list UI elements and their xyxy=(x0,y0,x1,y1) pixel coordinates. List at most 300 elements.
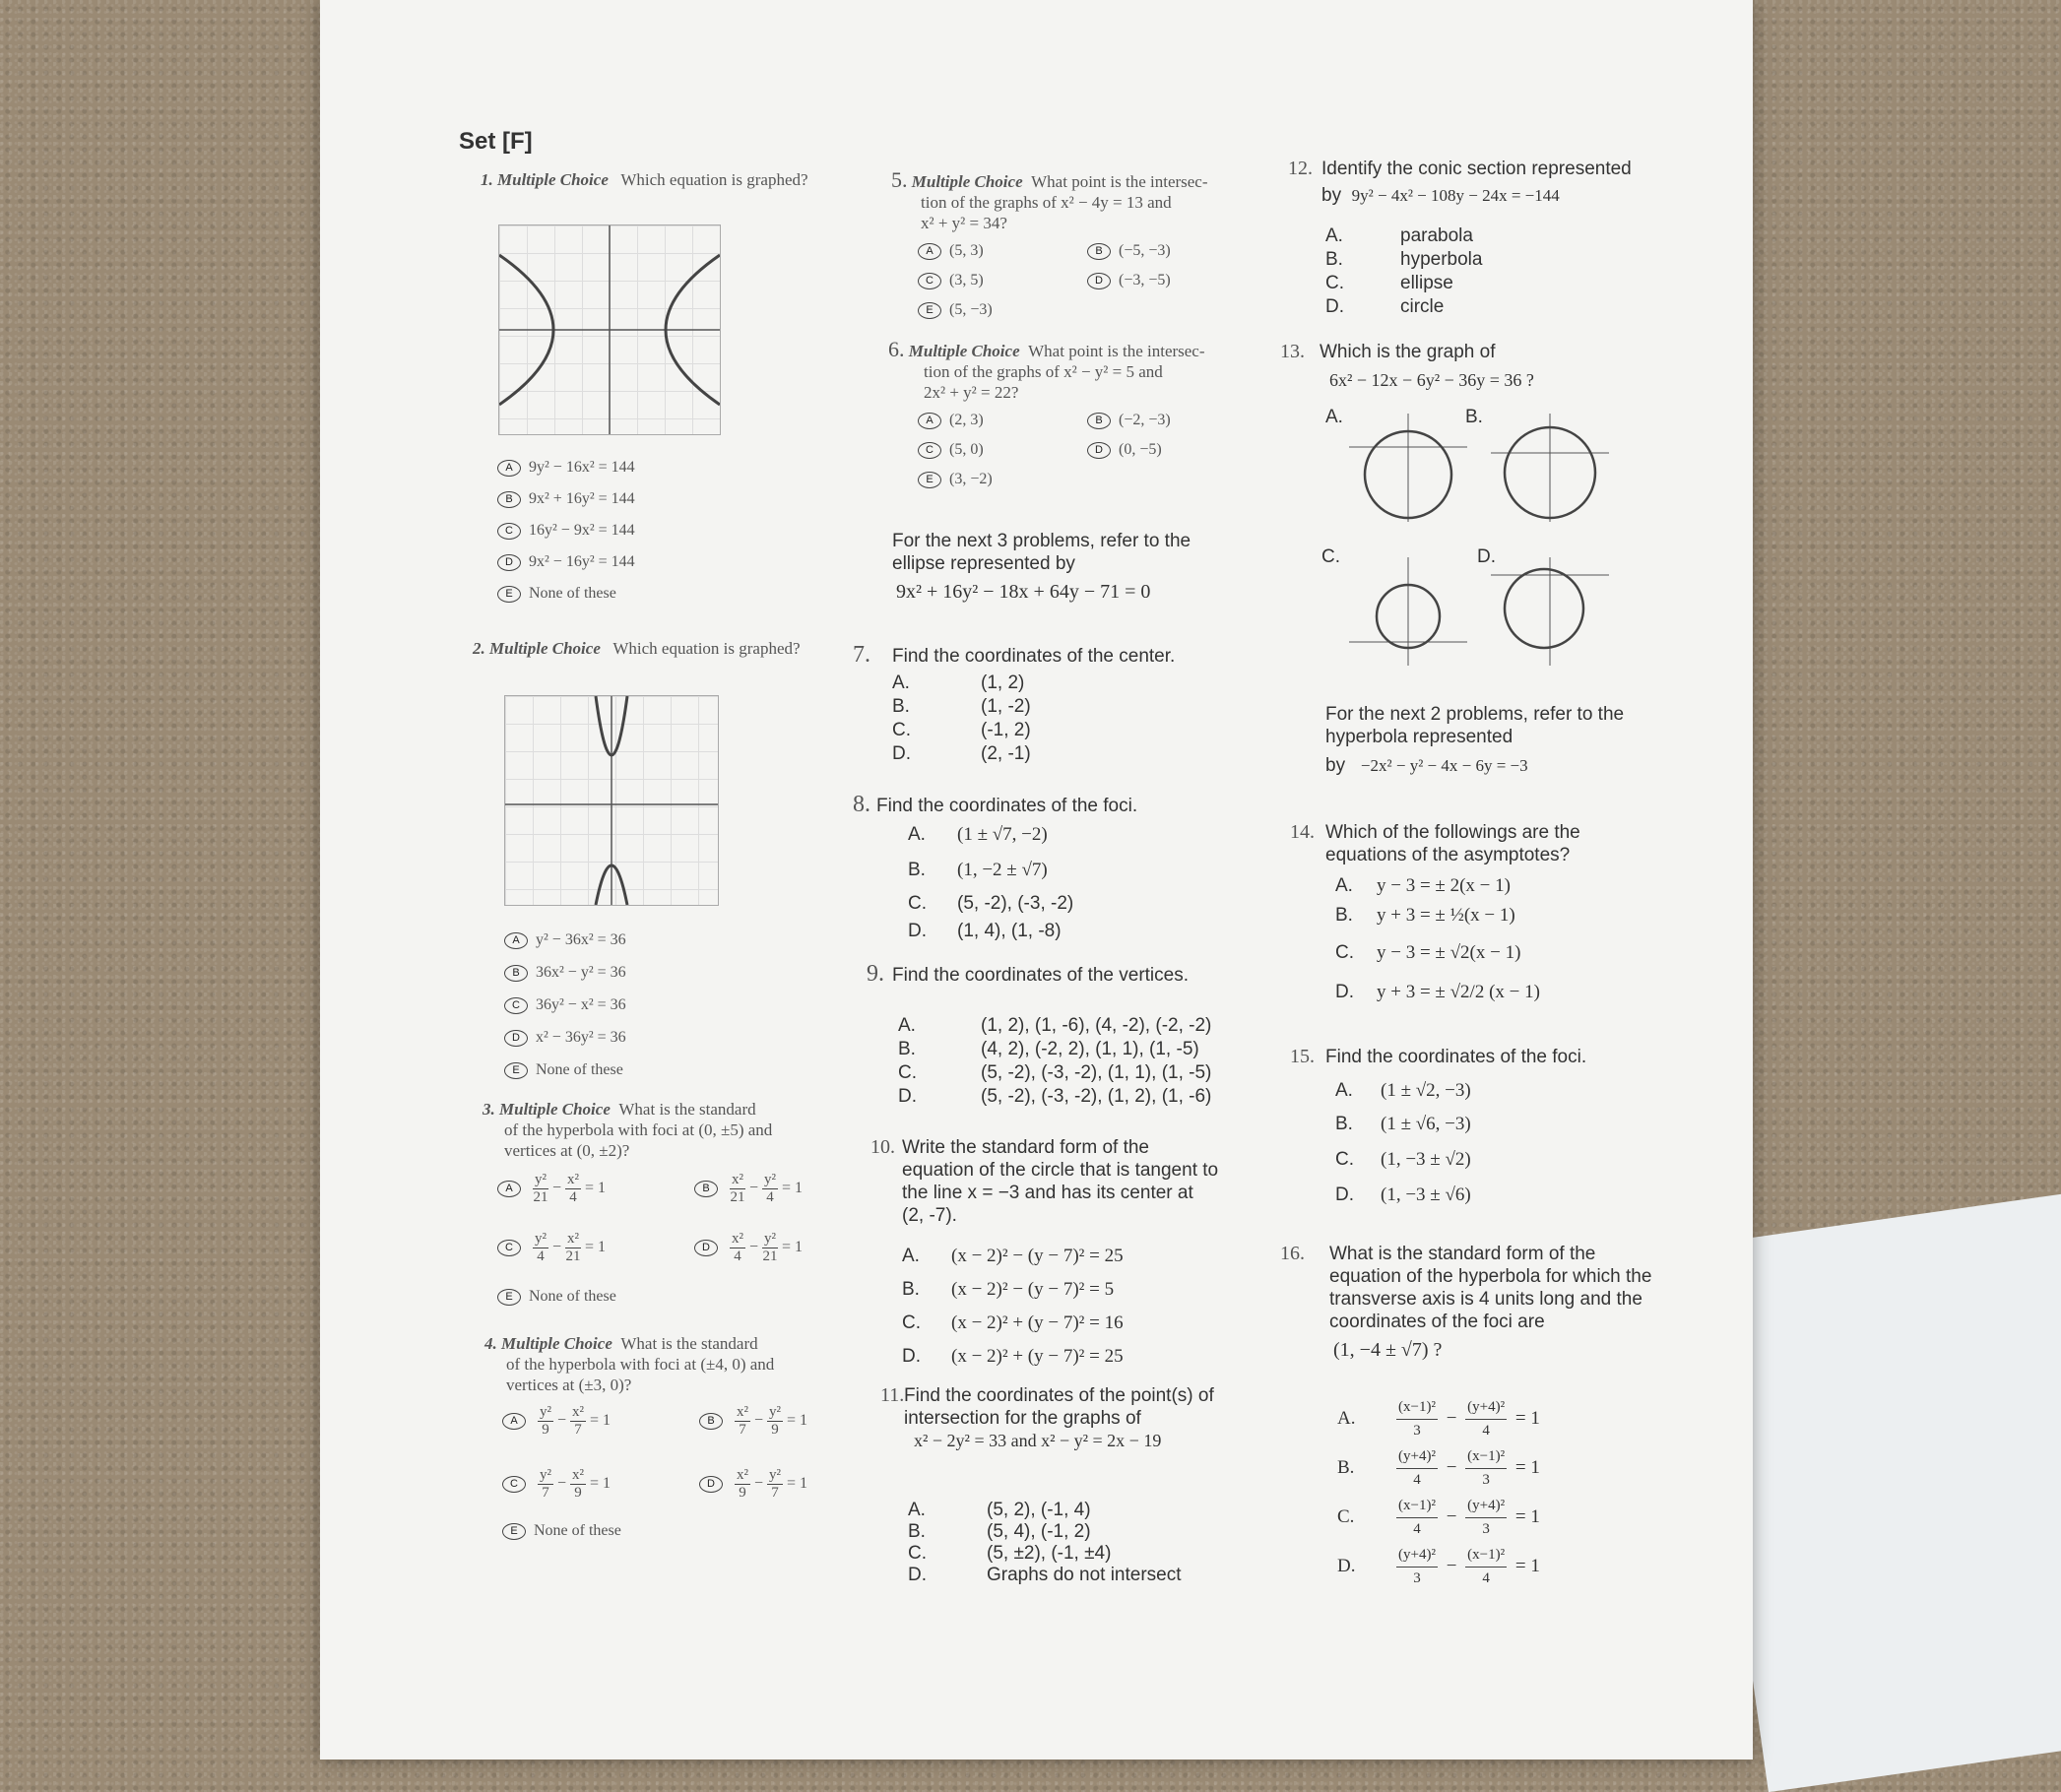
q6-prompt-a: What point is the intersec- xyxy=(1028,342,1205,360)
q5-option-a[interactable] xyxy=(918,242,984,260)
q16-header xyxy=(1280,1243,1694,1362)
q3-bubble-b[interactable]: B xyxy=(694,1181,718,1197)
q11-letter-c: C. xyxy=(908,1543,927,1564)
q2-option-b-text: 36x² − y² = 36 xyxy=(536,964,626,981)
q15-header xyxy=(1290,1046,1586,1068)
q7-option-c-text: (-1, 2) xyxy=(981,720,1031,740)
q3-a-num2: x² xyxy=(567,1172,580,1187)
q11-header xyxy=(880,1384,1294,1452)
q11-option-c[interactable] xyxy=(908,1542,1111,1565)
q4-b-num2: y² xyxy=(769,1404,782,1420)
q8-header xyxy=(853,794,1137,817)
q7-option-b[interactable] xyxy=(892,695,1031,718)
q6-label: Multiple Choice xyxy=(908,342,1020,360)
q5-option-e[interactable] xyxy=(918,301,993,319)
q4-bubble-d[interactable]: D xyxy=(699,1476,723,1493)
q14-option-a[interactable] xyxy=(1335,874,1511,897)
q15-letter-c: C. xyxy=(1335,1149,1354,1170)
q16-letter-b: B. xyxy=(1337,1456,1355,1478)
q8-number: 8. xyxy=(853,792,870,817)
q4-b-op: − xyxy=(754,1412,764,1430)
q2-prompt: Which equation is graphed? xyxy=(612,639,801,658)
q2-option-a-text: y² − 36x² = 36 xyxy=(536,931,626,948)
q16-c-d2: 3 xyxy=(1482,1521,1490,1537)
q10-option-a[interactable] xyxy=(902,1245,1124,1267)
q1-header xyxy=(481,169,815,190)
q4-prompt-c: vertices at (±3, 0)? xyxy=(506,1376,632,1394)
q13-graph-b xyxy=(1491,414,1609,522)
q11-option-a[interactable] xyxy=(908,1499,1091,1521)
q11-line2: intersection for the graphs of xyxy=(904,1408,1141,1429)
q3-b-num1: x² xyxy=(732,1172,743,1187)
q6-bubble-c[interactable]: C xyxy=(918,442,941,459)
q15-letter-a: A. xyxy=(1335,1080,1353,1101)
q1-bubble-b[interactable]: B xyxy=(497,491,521,508)
q16-line1: What is the standard form of the xyxy=(1329,1244,1596,1264)
q3-b-den2: 4 xyxy=(766,1189,774,1205)
q16-line4: coordinates of the foci are xyxy=(1329,1312,1545,1332)
q16-a-n1: (x−1)² xyxy=(1396,1396,1438,1420)
q5-prompt-a: What point is the intersec- xyxy=(1031,172,1208,191)
q3-option-c[interactable] xyxy=(497,1231,606,1265)
q15-letter-d: D. xyxy=(1335,1184,1354,1205)
q9-option-b[interactable] xyxy=(898,1038,1199,1060)
q12-option-b[interactable] xyxy=(1325,248,1482,271)
ellipse-intro xyxy=(892,530,1306,604)
q14-option-a-text: y − 3 = ± 2(x − 1) xyxy=(1377,875,1511,896)
q16-b-n2: (x−1)² xyxy=(1465,1445,1507,1469)
q10-letter-a: A. xyxy=(902,1246,920,1266)
q13-header xyxy=(1280,341,1694,392)
q6-bubble-e[interactable]: E xyxy=(918,472,941,488)
q5-label: Multiple Choice xyxy=(911,172,1023,191)
q3-c-op: − xyxy=(552,1239,562,1256)
q1-bubble-e[interactable]: E xyxy=(497,586,521,603)
q8-option-d[interactable] xyxy=(908,920,1062,942)
q1-option-e-text: None of these xyxy=(529,585,616,602)
q3-bubble-a[interactable]: A xyxy=(497,1181,521,1197)
q3-a-rhs: = 1 xyxy=(585,1180,607,1197)
q4-option-c[interactable] xyxy=(502,1467,611,1502)
q10-line4: (2, -7). xyxy=(902,1205,957,1226)
q4-label: 4. Multiple Choice xyxy=(484,1334,612,1353)
q2-option-a[interactable] xyxy=(504,931,626,949)
q6-option-d-text: (0, −5) xyxy=(1119,441,1162,458)
q14-option-d-text: y + 3 = ± √2/2 (x − 1) xyxy=(1377,982,1540,1002)
hyperbola-intro-by: by xyxy=(1325,755,1346,776)
q2-option-b[interactable] xyxy=(504,964,626,982)
q4-c-op: − xyxy=(557,1475,567,1493)
q16-c-n2: (y+4)² xyxy=(1465,1495,1507,1518)
q3-bubble-e[interactable]: E xyxy=(497,1289,521,1306)
q9-letter-a: A. xyxy=(898,1015,916,1036)
q12-line1: Identify the conic section represented xyxy=(1321,159,1632,179)
q12-by: by xyxy=(1321,185,1342,206)
q9-letter-c: C. xyxy=(898,1062,917,1083)
q4-d-op: − xyxy=(754,1475,764,1493)
q5-bubble-a[interactable]: A xyxy=(918,243,941,260)
q15-letter-b: B. xyxy=(1335,1114,1353,1134)
q10-number: 10. xyxy=(870,1136,895,1158)
q13-label-b[interactable]: B. xyxy=(1465,407,1483,427)
q8-option-c-text: (5, -2), (-3, -2) xyxy=(957,893,1074,914)
q1-option-b[interactable] xyxy=(497,490,635,508)
q7-header xyxy=(853,644,1175,668)
q7-letter-c: C. xyxy=(892,720,911,740)
q1-option-b-text: 9x² + 16y² = 144 xyxy=(529,490,635,507)
q2-bubble-b[interactable]: B xyxy=(504,965,528,982)
q10-letter-d: D. xyxy=(902,1346,921,1367)
q4-d-rhs: = 1 xyxy=(787,1475,808,1493)
q4-a-den1: 9 xyxy=(542,1422,549,1438)
q3-header xyxy=(483,1099,857,1161)
q7-option-a-text: (1, 2) xyxy=(981,672,1025,693)
q5-option-e-text: (5, −3) xyxy=(949,301,993,318)
q2-option-c-text: 36y² − x² = 36 xyxy=(536,996,626,1013)
q12-option-b-text: hyperbola xyxy=(1400,249,1483,270)
q4-d-den1: 9 xyxy=(739,1485,746,1501)
q12-number: 12. xyxy=(1288,158,1313,179)
q6-option-a-text: (2, 3) xyxy=(949,412,984,428)
q12-option-c[interactable] xyxy=(1325,272,1453,294)
q12-option-a[interactable] xyxy=(1325,224,1473,247)
q5-option-c-text: (3, 5) xyxy=(949,272,984,288)
q5-prompt-b: tion of the graphs of x² − 4y = 13 and xyxy=(921,193,1172,212)
hyperbola-intro-line1: For the next 2 problems, refer to the xyxy=(1325,704,1625,725)
q4-c-den1: 7 xyxy=(542,1485,549,1501)
q3-c-den2: 21 xyxy=(565,1248,581,1264)
q3-c-den1: 4 xyxy=(537,1248,545,1264)
q1-option-a[interactable] xyxy=(497,459,635,477)
q16-b-n1: (y+4)² xyxy=(1396,1445,1438,1469)
q15-option-d[interactable] xyxy=(1335,1184,1471,1206)
q12-option-a-text: parabola xyxy=(1400,225,1473,246)
q16-c-d1: 4 xyxy=(1413,1521,1421,1537)
q8-letter-a: A. xyxy=(908,824,926,845)
q16-option-c[interactable]: C. $\frac{\text{(x−1)²}}{4}$ − $\frac{\text{(y+4)²}}{3}$ = 1 xyxy=(1337,1495,1540,1541)
q4-option-a[interactable] xyxy=(502,1404,611,1439)
q5-number: 5. xyxy=(891,167,908,192)
q16-option-d[interactable]: D. $\frac{\text{(y+4)²}}{3}$ − $\frac{\text{(x−1)²}}{4}$ = 1 xyxy=(1337,1544,1540,1590)
q5-option-d[interactable] xyxy=(1087,272,1171,289)
q14-letter-c: C. xyxy=(1335,942,1354,963)
q4-c-num1: y² xyxy=(540,1467,551,1483)
q9-number: 9. xyxy=(867,961,884,987)
q12-letter-c: C. xyxy=(1325,273,1344,293)
q14-line2: equations of the asymptotes? xyxy=(1325,845,1571,865)
q10-option-b[interactable] xyxy=(902,1278,1114,1301)
q5-option-b[interactable] xyxy=(1087,242,1171,260)
q5-option-a-text: (5, 3) xyxy=(949,242,984,259)
q14-option-c[interactable] xyxy=(1335,941,1520,964)
q13-equation: 6x² − 12x − 6y² − 36y = 36 ? xyxy=(1329,370,1534,390)
q6-option-b-text: (−2, −3) xyxy=(1119,412,1171,428)
q8-option-b[interactable] xyxy=(908,859,1048,881)
q2-option-c[interactable] xyxy=(504,996,626,1014)
q4-b-rhs: = 1 xyxy=(787,1412,808,1430)
q15-option-b[interactable] xyxy=(1335,1113,1471,1135)
q4-a-den2: 7 xyxy=(574,1422,582,1438)
q6-option-d[interactable] xyxy=(1087,441,1162,459)
q4-header xyxy=(484,1333,859,1395)
q6-prompt-c: 2x² + y² = 22? xyxy=(924,383,1019,402)
q2-hyperbola-plot xyxy=(505,696,718,905)
q16-option-a[interactable]: A. $\frac{\text{(x−1)²}}{3}$ − $\frac{\text{(y+4)²}}{4}$ = 1 xyxy=(1337,1396,1540,1442)
q13-label-a[interactable]: A. xyxy=(1325,407,1343,427)
q3-option-b[interactable] xyxy=(694,1172,803,1206)
q13-label-d[interactable]: D. xyxy=(1477,546,1496,567)
q2-option-d-text: x² − 36y² = 36 xyxy=(536,1029,626,1046)
q14-option-d[interactable] xyxy=(1335,981,1540,1003)
q16-letter-c: C. xyxy=(1337,1505,1355,1527)
q3-option-e-text: None of these xyxy=(529,1288,616,1305)
q14-letter-a: A. xyxy=(1335,875,1353,896)
q3-bubble-c[interactable]: C xyxy=(497,1240,521,1256)
q10-line1: Write the standard form of the xyxy=(902,1137,1149,1158)
q1-hyperbola-plot xyxy=(499,225,720,434)
q6-option-e-text: (3, −2) xyxy=(949,471,993,487)
q13-graph-c xyxy=(1349,557,1467,666)
q3-a-num1: y² xyxy=(535,1172,547,1187)
q3-d-rhs: = 1 xyxy=(782,1239,804,1256)
q3-c-rhs: = 1 xyxy=(585,1239,607,1256)
q6-bubble-d[interactable]: D xyxy=(1087,442,1111,459)
q7-prompt: Find the coordinates of the center. xyxy=(892,646,1176,667)
q6-bubble-a[interactable]: A xyxy=(918,413,941,429)
q7-option-c[interactable] xyxy=(892,719,1031,741)
q13-graph-d xyxy=(1491,557,1609,666)
q4-a-rhs: = 1 xyxy=(590,1412,612,1430)
q16-d-n1: (y+4)² xyxy=(1396,1544,1438,1568)
q9-option-a[interactable] xyxy=(898,1014,1211,1037)
q16-a-rhs: = 1 xyxy=(1514,1407,1540,1429)
q14-option-b-text: y + 3 = ± ½(x − 1) xyxy=(1377,905,1515,926)
q16-b-d1: 4 xyxy=(1413,1472,1421,1488)
q3-a-op: − xyxy=(552,1180,562,1197)
q7-option-d-text: (2, -1) xyxy=(981,743,1031,764)
q1-option-c-text: 16y² − 9x² = 144 xyxy=(529,522,635,539)
q15-prompt: Find the coordinates of the foci. xyxy=(1325,1047,1587,1067)
q13-number: 13. xyxy=(1280,341,1305,362)
q3-c-num2: x² xyxy=(567,1231,580,1247)
q4-prompt-b: of the hyperbola with foci at (±4, 0) and xyxy=(506,1355,775,1374)
q1-option-c[interactable] xyxy=(497,522,635,540)
q16-a-n2: (y+4)² xyxy=(1465,1396,1507,1420)
q4-bubble-e[interactable]: E xyxy=(502,1523,526,1540)
q3-prompt-c: vertices at (0, ±2)? xyxy=(504,1141,630,1160)
q9-prompt: Find the coordinates of the vertices. xyxy=(892,965,1189,986)
ellipse-equation: 9x² + 16y² − 18x + 64y − 71 = 0 xyxy=(896,581,1151,603)
q6-bubble-b[interactable]: B xyxy=(1087,413,1111,429)
q9-letter-b: B. xyxy=(898,1039,916,1059)
q5-header xyxy=(891,169,1246,233)
q14-header xyxy=(1290,821,1704,866)
q14-option-c-text: y − 3 = ± √2(x − 1) xyxy=(1377,942,1521,963)
q14-option-b[interactable] xyxy=(1335,904,1515,927)
q5-option-c[interactable] xyxy=(918,272,984,289)
q12-letter-b: B. xyxy=(1325,249,1343,270)
hyperbola-intro-line2: hyperbola represented xyxy=(1325,727,1514,747)
q6-option-b[interactable] xyxy=(1087,412,1171,429)
q7-option-a[interactable] xyxy=(892,672,1024,694)
q4-b-den1: 7 xyxy=(739,1422,746,1438)
q4-option-e[interactable] xyxy=(502,1522,621,1540)
q1-prompt: Which equation is graphed? xyxy=(620,170,808,189)
ellipse-intro-line2: ellipse represented by xyxy=(892,553,1075,574)
q8-option-a[interactable] xyxy=(908,823,1048,846)
q6-number: 6. xyxy=(888,337,905,361)
q2-bubble-e[interactable]: E xyxy=(504,1062,528,1079)
q4-bubble-c[interactable]: C xyxy=(502,1476,526,1493)
q11-line1: Find the coordinates of the point(s) of xyxy=(904,1385,1214,1406)
q3-a-den2: 4 xyxy=(569,1189,577,1205)
q2-option-e[interactable] xyxy=(504,1061,623,1079)
q10-option-c[interactable] xyxy=(902,1312,1124,1334)
q4-c-den2: 9 xyxy=(574,1485,582,1501)
q1-bubble-d[interactable]: D xyxy=(497,554,521,571)
q13-label-c[interactable]: C. xyxy=(1321,546,1340,567)
q16-a-d2: 4 xyxy=(1482,1423,1490,1439)
q11-option-b[interactable] xyxy=(908,1520,1091,1543)
q14-letter-d: D. xyxy=(1335,982,1354,1002)
q9-letter-d: D. xyxy=(898,1086,917,1107)
q4-a-num1: y² xyxy=(540,1404,551,1420)
q15-option-c[interactable] xyxy=(1335,1148,1471,1171)
q8-letter-c: C. xyxy=(908,893,927,914)
q4-option-e-text: None of these xyxy=(534,1522,621,1539)
q9-option-d[interactable] xyxy=(898,1085,1211,1108)
q3-d-den2: 21 xyxy=(762,1248,778,1264)
q3-b-num2: y² xyxy=(764,1172,777,1187)
q11-option-c-text: (5, ±2), (-1, ±4) xyxy=(987,1543,1112,1564)
q10-line3: the line x = −3 and has its center at xyxy=(902,1183,1193,1203)
q5-bubble-b[interactable]: B xyxy=(1087,243,1111,260)
q1-option-e[interactable] xyxy=(497,585,616,603)
q13-graph-a xyxy=(1349,414,1467,522)
q1-option-d-text: 9x² − 16y² = 144 xyxy=(529,553,635,570)
q4-d-num1: x² xyxy=(737,1467,748,1483)
q3-c-num1: y² xyxy=(535,1231,547,1247)
q14-number: 14. xyxy=(1290,821,1315,843)
ellipse-intro-line1: For the next 3 problems, refer to the xyxy=(892,531,1192,551)
q4-bubble-a[interactable]: A xyxy=(502,1413,526,1430)
q1-bubble-c[interactable]: C xyxy=(497,523,521,540)
q3-d-num2: y² xyxy=(764,1231,777,1247)
q7-option-d[interactable] xyxy=(892,742,1031,765)
q11-option-d[interactable] xyxy=(908,1564,1182,1586)
q3-b-den1: 21 xyxy=(730,1189,745,1205)
q16-a-d1: 3 xyxy=(1413,1423,1421,1439)
q11-option-d-text: Graphs do not intersect xyxy=(987,1565,1182,1585)
q8-prompt: Find the coordinates of the foci. xyxy=(876,796,1138,816)
q5-bubble-d[interactable]: D xyxy=(1087,273,1111,289)
q4-prompt-a: What is the standard xyxy=(620,1334,758,1353)
q4-d-den2: 7 xyxy=(771,1485,779,1501)
q2-bubble-c[interactable]: C xyxy=(504,997,528,1014)
q4-c-rhs: = 1 xyxy=(590,1475,612,1493)
q9-option-d-text: (5, -2), (-3, -2), (1, 2), (1, -6) xyxy=(981,1086,1212,1107)
q8-option-c[interactable] xyxy=(908,892,1073,915)
q3-option-e[interactable] xyxy=(497,1288,616,1306)
q16-option-b[interactable]: B. $\frac{\text{(y+4)²}}{4}$ − $\frac{\text{(x−1)²}}{3}$ = 1 xyxy=(1337,1445,1540,1492)
q6-option-c[interactable] xyxy=(918,441,984,459)
q12-letter-d: D. xyxy=(1325,296,1344,317)
q15-number: 15. xyxy=(1290,1046,1315,1067)
q2-option-d[interactable] xyxy=(504,1029,626,1047)
q16-c-rhs: = 1 xyxy=(1514,1505,1540,1527)
q11-letter-d: D. xyxy=(908,1565,927,1585)
q12-equation: 9y² − 4x² − 108y − 24x = −144 xyxy=(1351,186,1560,205)
q1-bubble-a[interactable]: A xyxy=(497,460,521,477)
q6-header xyxy=(888,339,1243,403)
q9-option-c[interactable] xyxy=(898,1061,1211,1084)
q16-b-rhs: = 1 xyxy=(1514,1456,1540,1478)
q3-prompt-a: What is the standard xyxy=(618,1100,756,1119)
q16-line5: (1, −4 ± √7) ? xyxy=(1333,1339,1443,1361)
q10-option-c-text: (x − 2)² + (y − 7)² = 16 xyxy=(951,1312,1124,1333)
q2-bubble-a[interactable]: A xyxy=(504,932,528,949)
q5-option-d-text: (−3, −5) xyxy=(1119,272,1171,288)
q3-prompt-b: of the hyperbola with foci at (0, ±5) and xyxy=(504,1120,773,1139)
q4-b-den2: 9 xyxy=(771,1422,779,1438)
q6-option-c-text: (5, 0) xyxy=(949,441,984,458)
q12-option-d[interactable] xyxy=(1325,295,1444,318)
q3-label: 3. Multiple Choice xyxy=(483,1100,611,1119)
q11-letter-b: B. xyxy=(908,1521,926,1542)
hyperbola-equation: −2x² − y² − 4x − 6y = −3 xyxy=(1360,756,1528,775)
q14-line1: Which of the followings are the xyxy=(1325,822,1580,843)
q5-prompt-c: x² + y² = 34? xyxy=(921,214,1007,232)
q16-d-d2: 4 xyxy=(1482,1570,1490,1586)
set-title: Set [F] xyxy=(459,128,533,155)
q12-option-d-text: circle xyxy=(1400,296,1445,317)
q10-option-d[interactable] xyxy=(902,1345,1124,1368)
q5-bubble-e[interactable]: E xyxy=(918,302,941,319)
q8-option-d-text: (1, 4), (1, -8) xyxy=(957,921,1062,941)
q3-option-a[interactable] xyxy=(497,1172,606,1206)
q15-option-a[interactable] xyxy=(1335,1079,1471,1102)
q8-option-a-text: (1 ± √7, −2) xyxy=(957,824,1048,845)
q4-bubble-b[interactable]: B xyxy=(699,1413,723,1430)
hyperbola-intro xyxy=(1325,703,1739,777)
q5-bubble-c[interactable]: C xyxy=(918,273,941,289)
q4-a-op: − xyxy=(557,1412,567,1430)
q1-option-a-text: 9y² − 16x² = 144 xyxy=(529,459,635,476)
q3-bubble-d[interactable]: D xyxy=(694,1240,718,1256)
q2-bubble-d[interactable]: D xyxy=(504,1030,528,1047)
q10-letter-b: B. xyxy=(902,1279,920,1300)
q3-option-d[interactable] xyxy=(694,1231,803,1265)
q6-option-e[interactable] xyxy=(918,471,993,488)
q1-option-d[interactable] xyxy=(497,553,635,571)
q4-option-d[interactable] xyxy=(699,1467,807,1502)
q9-option-a-text: (1, 2), (1, -6), (4, -2), (-2, -2) xyxy=(981,1015,1212,1036)
q7-option-b-text: (1, -2) xyxy=(981,696,1031,717)
q16-d-rhs: = 1 xyxy=(1514,1555,1540,1576)
q10-option-a-text: (x − 2)² − (y − 7)² = 25 xyxy=(951,1246,1124,1266)
q6-option-a[interactable] xyxy=(918,412,984,429)
q4-d-num2: y² xyxy=(769,1467,782,1483)
q2-option-e-text: None of these xyxy=(536,1061,623,1078)
q9-header xyxy=(867,963,1189,987)
q4-b-num1: x² xyxy=(737,1404,748,1420)
q10-option-d-text: (x − 2)² + (y − 7)² = 25 xyxy=(951,1346,1124,1367)
q3-d-num1: x² xyxy=(732,1231,743,1247)
q16-letter-a: A. xyxy=(1337,1407,1356,1429)
q8-option-b-text: (1, −2 ± √7) xyxy=(957,860,1048,880)
q4-option-b[interactable] xyxy=(699,1404,807,1439)
q16-letter-d: D. xyxy=(1337,1555,1356,1576)
